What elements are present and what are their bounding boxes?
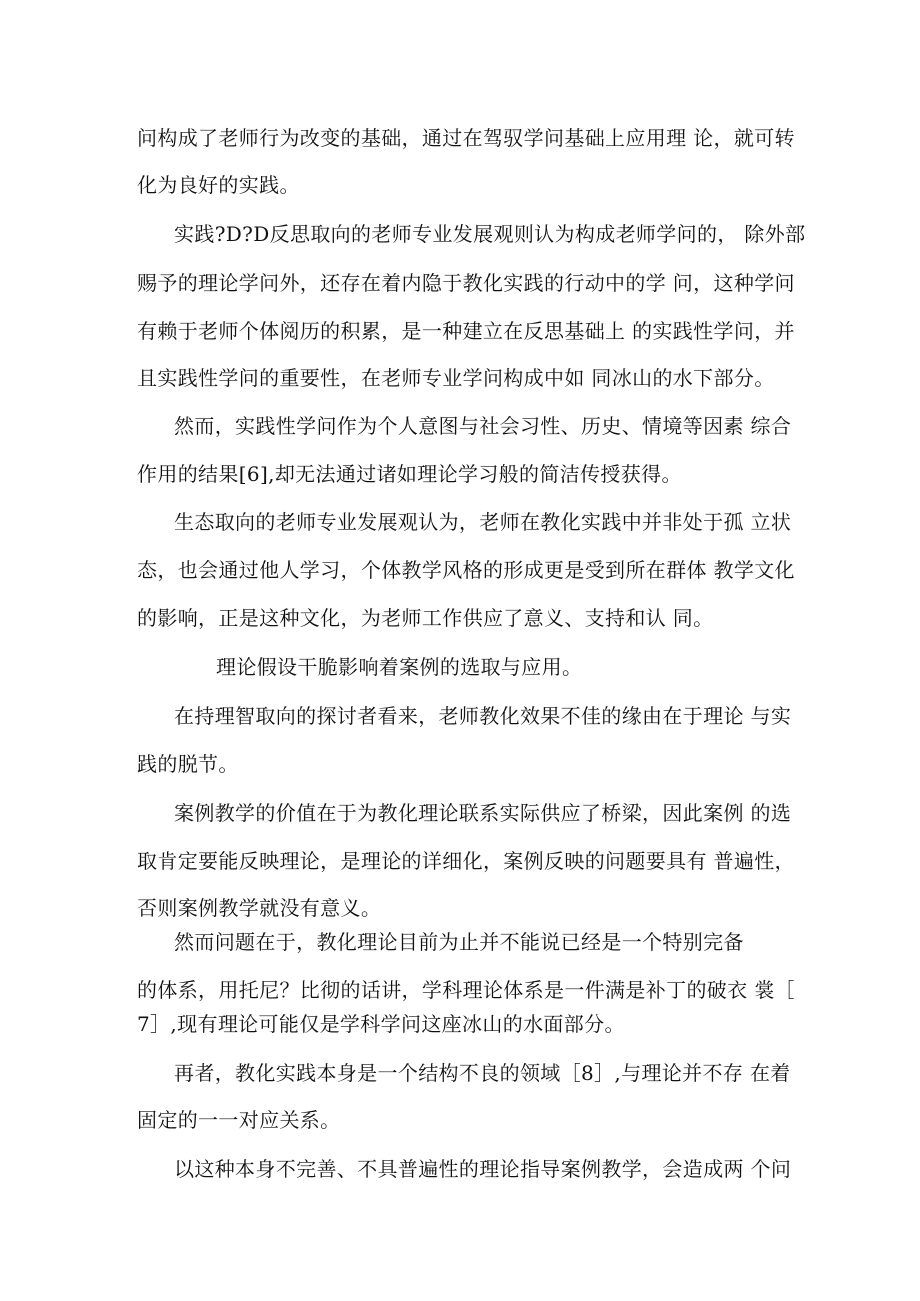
text-line: 然而，实践性学问作为个人意图与社会习性、历史、情境等因素 综合: [174, 414, 792, 438]
text-line: 且实践性学问的重要性，在老师专业学问构成中如 同冰山的水下部分。: [137, 366, 775, 390]
text-line: 有赖于老师个体阅历的积累，是一种建立在反思基础上 的实践性学问，并: [137, 319, 795, 343]
text-line: 态，也会通过他人学习，个体教学风格的形成更是受到所在群体 教学文化: [137, 558, 795, 582]
text-line: 问构成了老师行为改变的基础，通过在驾驭学问基础上应用理 论，就可转: [137, 126, 795, 150]
text-line: 7］,现有理论可能仅是学科学问这座冰山的水面部分。: [137, 1012, 625, 1036]
text-line: 的影响，正是这种文化，为老师工作供应了意义、支持和认 同。: [137, 606, 714, 630]
text-line: 再者，教化实践本身是一个结构不良的领域［8］,与理论并不存 在着: [174, 1061, 791, 1085]
text-line: 固定的一一对应关系。: [137, 1108, 341, 1132]
text-line: 化为良好的实践。: [137, 173, 300, 197]
text-line: 在持理智取向的探讨者看来，老师教化效果不佳的缘由在于理论 与实: [174, 704, 792, 728]
text-line: 践的脱节。: [137, 752, 239, 776]
text-line: 赐予的理论学问外，还存在着内隐于教化实践的行动中的学 问，这种学问: [137, 271, 795, 295]
text-line: 否则案例教学就没有意义。: [137, 896, 382, 920]
text-line: 案例教学的价值在于为教化理论联系实际供应了桥梁，因此案例 的选: [174, 801, 792, 825]
text-line: 生态取向的老师专业发展观认为，老师在教化实践中并非处于孤 立状: [174, 510, 792, 534]
text-line: 实践?D?D反思取向的老师专业发展观则认为构成老师学问的， 除外部: [174, 222, 806, 246]
text-line: 的体系，用托尼？比彻的话讲，学科理论体系是一件满是补丁的破衣 裳［: [137, 978, 795, 1002]
text-line: 取肯定要能反映理论，是理论的详细化，案例反映的问题要具有 普遍性，: [137, 849, 795, 873]
text-line: 理论假设干脆影响着案例的选取与应用。: [216, 655, 583, 679]
text-line: 以这种本身不完善、不具普遍性的理论指导案例教学，会造成两 个问: [174, 1157, 792, 1181]
text-line: 然而问题在于，教化理论目前为止并不能说已经是一个特别完备: [174, 930, 744, 954]
text-line: 作用的结果[6],却无法通过诸如理论学习般的简洁传授获得。: [137, 462, 682, 486]
